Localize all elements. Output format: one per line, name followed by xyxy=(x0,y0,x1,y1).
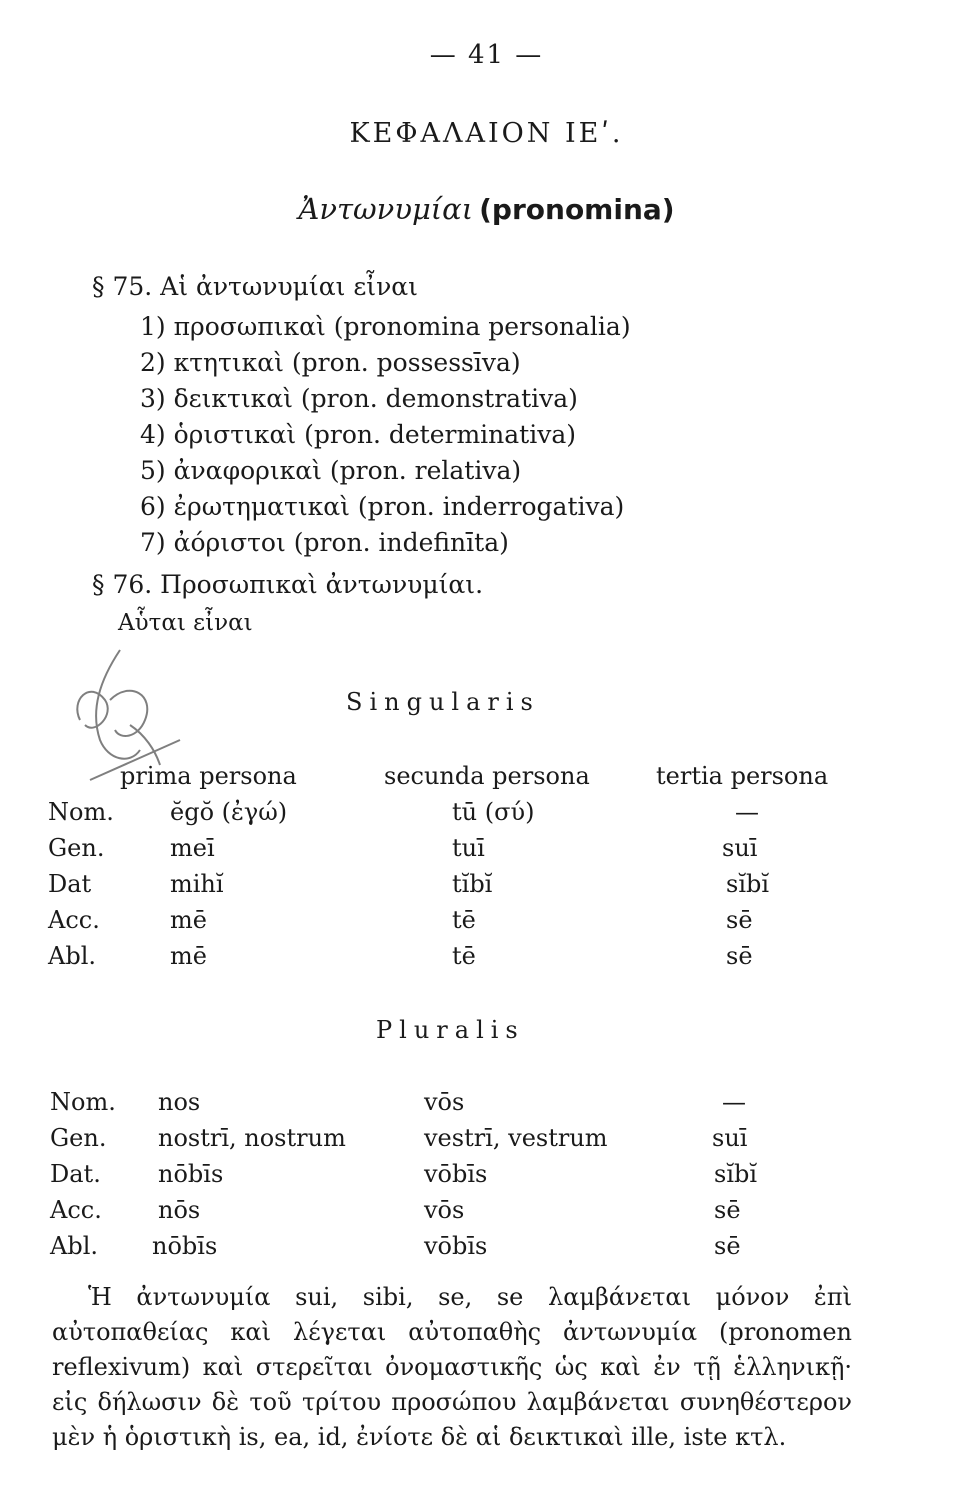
table-cell: tuī xyxy=(452,834,485,862)
table-cell: Dat. xyxy=(50,1160,101,1188)
title-latin: (pronomina) xyxy=(479,193,675,226)
table-cell: sĭbĭ xyxy=(714,1160,758,1188)
table-cell: nōbīs xyxy=(152,1232,218,1260)
table-cell: sē xyxy=(714,1232,741,1260)
section-title xyxy=(0,192,973,226)
singularis-heading: Singularis xyxy=(346,688,540,716)
pluralis-heading: Pluralis xyxy=(376,1016,525,1044)
table-cell: vōbīs xyxy=(424,1232,488,1260)
table-cell: tū (σύ) xyxy=(452,798,535,826)
chapter-heading: ΚΕΦΑΛΑΙΟΝ ΙΕʹ. xyxy=(349,118,624,149)
table-cell: Gen. xyxy=(50,1124,107,1152)
paragraph-text: Ἡ ἀντωνυμία sui, sibi, se, se λαμβάνεται μόνον ἐπὶ αὐτοπαθείας καὶ λέγεται αὐτοπαθὴς ἀντωνυμία (pronomen reflexivum) καὶ στερεῖται ὀνομαστικῆς ὡς καὶ ἐν τῇ ἑλληνικῇ· εἰς δήλωσιν δὲ τοῦ τρίτου προσώπου λαμβάνεται συνηθέστερον μὲν ἡ ὁριστικὴ is, ea, id, ἐνίοτε δὲ αἱ δεικτικαὶ ille, iste κτλ. xyxy=(52,1283,852,1451)
table-cell: vōs xyxy=(424,1196,465,1224)
list-item: 5) ἀναφορικαὶ (pron. relativa) xyxy=(140,456,522,485)
table-cell: meī xyxy=(170,834,215,862)
table-cell: mē xyxy=(170,906,207,934)
table-cell: tĭbĭ xyxy=(452,870,493,898)
table-cell: tē xyxy=(452,942,476,970)
list-item: 6) ἐρωτηματικαὶ (pron. inderrogativa) xyxy=(140,492,625,521)
table-cell: sē xyxy=(726,906,753,934)
table-cell: Acc. xyxy=(48,906,100,934)
table-cell: suī xyxy=(722,834,758,862)
table-cell: tē xyxy=(452,906,476,934)
page-number: — 41 — xyxy=(429,40,544,70)
table-cell: vestrī, vestrum xyxy=(424,1124,608,1152)
column-header-prima: prima persona xyxy=(120,762,297,790)
list-item: 2) κτητικαὶ (pron. possessīva) xyxy=(140,348,521,377)
table-cell: sē xyxy=(726,942,753,970)
section-76-intro: Αὗται εἶναι xyxy=(118,610,253,636)
table-cell: Abl. xyxy=(48,942,96,970)
table-cell: suī xyxy=(712,1124,748,1152)
table-cell: nōbīs xyxy=(158,1160,224,1188)
table-cell: nostrī, nostrum xyxy=(158,1124,346,1152)
column-header-secunda: secunda persona xyxy=(384,762,590,790)
title-greek: Ἀντωνυμίαι xyxy=(298,192,474,226)
table-cell: — xyxy=(722,1088,746,1116)
section-76-heading: § 76. Προσωπικαὶ ἀντωνυμίαι. xyxy=(92,570,484,599)
table-cell: Dat xyxy=(48,870,92,898)
table-cell: vōbīs xyxy=(424,1160,488,1188)
list-item: 1) προσωπικαὶ (pronomina personalia) xyxy=(140,312,631,341)
table-cell: Gen. xyxy=(48,834,105,862)
table-cell: nōs xyxy=(158,1196,201,1224)
table-cell: ĕgŏ (ἐγώ) xyxy=(170,798,288,826)
list-item: 4) ὁριστικαὶ (pron. determinativa) xyxy=(140,420,576,449)
table-cell: — xyxy=(735,798,759,826)
table-cell: sē xyxy=(714,1196,741,1224)
table-cell: Acc. xyxy=(50,1196,102,1224)
table-cell: Nom. xyxy=(48,798,114,826)
table-cell: vōs xyxy=(424,1088,465,1116)
table-cell: sĭbĭ xyxy=(726,870,770,898)
list-item: 3) δεικτικαὶ (pron. demonstrativa) xyxy=(140,384,578,413)
list-item: 7) ἀόριστοι (pron. indefinīta) xyxy=(140,528,509,557)
reflexive-paragraph xyxy=(52,1280,852,1455)
column-header-tertia: tertia persona xyxy=(656,762,829,790)
section-75-heading: § 75. Αἱ ἀντωνυμίαι εἶναι xyxy=(92,272,418,301)
table-cell: Abl. xyxy=(50,1232,98,1260)
table-cell: nos xyxy=(158,1088,201,1116)
table-cell: mē xyxy=(170,942,207,970)
table-cell: Nom. xyxy=(50,1088,116,1116)
table-cell: mihĭ xyxy=(170,870,224,898)
